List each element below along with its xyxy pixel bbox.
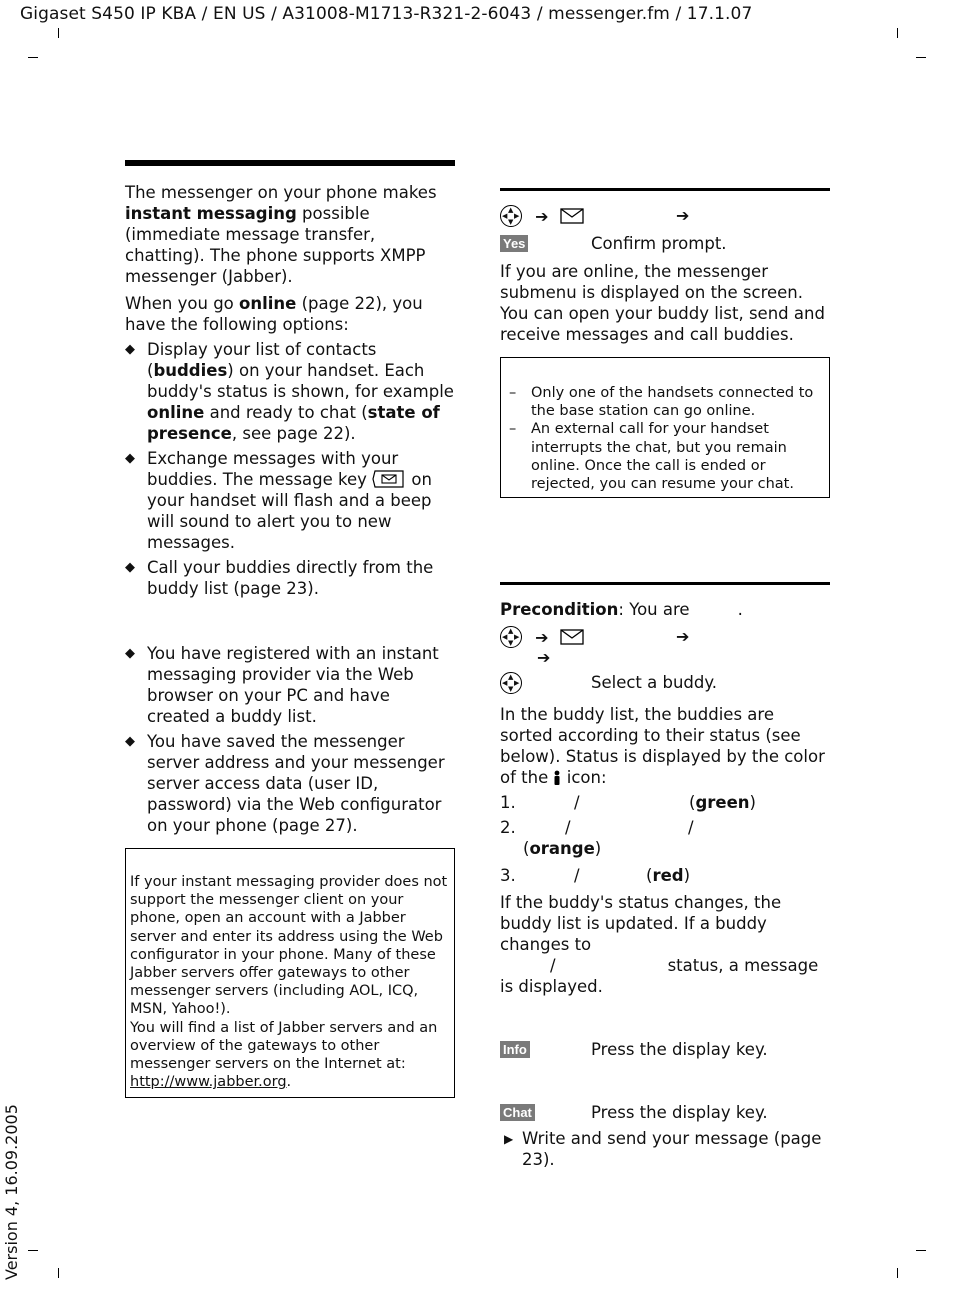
version-label: Version 4, 16.09.2005 bbox=[2, 1104, 21, 1280]
chat-softkey[interactable]: Chat bbox=[500, 1104, 535, 1121]
menu-path bbox=[500, 626, 830, 670]
press-key-text: Press the display key. bbox=[591, 1040, 768, 1060]
list-item: ◆ You have registered with an instant messaging provider via the Web browser on your PC and have created a buddy list. bbox=[125, 644, 439, 726]
list-item: – An external call for your handset interrupts the chat, but you remain online. Once the call is ended or rejected, you can resume your chat. bbox=[509, 421, 794, 493]
status-item: 2. / / (orange) bbox=[500, 818, 694, 859]
status-item: 3. / (red) bbox=[500, 866, 691, 886]
crop-mark bbox=[897, 1268, 898, 1278]
envelope-icon bbox=[560, 629, 584, 645]
status-item: 1. / (green) bbox=[500, 793, 756, 813]
online-notes-box bbox=[500, 357, 830, 498]
diamond-bullet-icon: ◆ bbox=[125, 342, 135, 357]
info-softkey[interactable]: Info bbox=[500, 1041, 530, 1058]
yes-row bbox=[500, 233, 830, 255]
arrow-right-icon: ➔ bbox=[537, 648, 551, 668]
list-item: – Only one of the handsets connected to the base station can go online. bbox=[509, 385, 814, 420]
list-item: ◆ Exchange messages with your buddies. The message key on your handset will flash and a beep will sound to alert you to new messages. bbox=[125, 449, 432, 552]
person-icon bbox=[553, 770, 561, 785]
list-item: ◆ You have saved the messenger server address and your messenger server access data (user ID, password) via the Web configurator on your phone (page 27). bbox=[125, 732, 445, 835]
nav-key-icon: ▲ ▼ ◀ ▶ bbox=[500, 626, 522, 648]
section-rule bbox=[125, 160, 455, 166]
menu-path bbox=[500, 205, 830, 229]
step-list bbox=[500, 1128, 830, 1170]
arrow-right-icon: ➔ bbox=[535, 627, 549, 647]
note-paragraph: You will find a list of Jabber servers and an overview of the gateways to other messenger servers on the Internet at: http://www.jabber.org. bbox=[130, 1019, 438, 1091]
yes-softkey[interactable]: Yes bbox=[500, 235, 528, 252]
arrow-right-icon: ➔ bbox=[676, 206, 690, 225]
crop-mark bbox=[916, 57, 926, 58]
crop-mark bbox=[897, 28, 898, 38]
confirm-prompt-text: Confirm prompt. bbox=[591, 234, 727, 253]
select-buddy-text: Select a buddy. bbox=[591, 673, 718, 693]
diamond-bullet-icon: ◆ bbox=[125, 734, 135, 749]
press-key-text: Press the display key. bbox=[591, 1103, 768, 1123]
online-submenu-paragraph: If you are online, the messenger submenu is displayed on the screen. You can open your buddy list, send and receive messages and call buddies. bbox=[500, 262, 825, 344]
running-head: Gigaset S450 IP KBA / EN US / A31008-M1713-R321-2-6043 / messenger.fm / 17.1.07 bbox=[20, 4, 753, 24]
list-item: ▶ Write and send your message (page 23). bbox=[504, 1129, 822, 1170]
left-column bbox=[125, 160, 455, 1098]
sorted-paragraph: In the buddy list, the buddies are sorted according to their status (see below). Status is displayed by the color of the icon: bbox=[500, 705, 825, 788]
nav-key-icon: ▲ ▼ ◀ ▶ bbox=[500, 205, 522, 227]
list-item: ◆ Call your buddies directly from the buddy list (page 23). bbox=[125, 558, 434, 598]
precondition-paragraph: Precondition: You are . bbox=[500, 600, 743, 620]
section-rule bbox=[500, 188, 830, 191]
intro-paragraph: The messenger on your phone makes instant messaging possible (immediate message transfer, chatting). The phone supports XMPP messenger (Jabber). bbox=[125, 183, 437, 286]
options-list bbox=[125, 339, 455, 599]
prerequisites-list bbox=[125, 643, 455, 836]
crop-mark bbox=[58, 1268, 59, 1278]
chat-row bbox=[500, 1102, 830, 1124]
jabber-note-box bbox=[125, 848, 455, 1098]
message-key-icon bbox=[372, 470, 406, 488]
diamond-bullet-icon: ◆ bbox=[125, 646, 135, 661]
crop-mark bbox=[916, 1250, 926, 1251]
note-paragraph: If your instant messaging provider does not support the messenger client on your phone, open an account with a Jabber server and enter its address using the Web configurator in your phone. Many of these Jabber servers offer gateways to other messenger servers (including AOL, ICQ, MSN, Yahoo!). bbox=[130, 874, 448, 1018]
nav-key-icon[interactable]: ▲ ▼ ◀ ▶ bbox=[500, 672, 522, 694]
list-item: ◆ Display your list of contacts (buddies) on your handset. Each buddy's status is shown, for example online and ready to chat (state of presence, see page 22). bbox=[125, 340, 454, 443]
section-rule bbox=[500, 582, 830, 585]
arrow-right-icon: ➔ bbox=[535, 206, 549, 226]
triangle-bullet-icon: ▶ bbox=[504, 1132, 514, 1147]
diamond-bullet-icon: ◆ bbox=[125, 451, 135, 466]
select-buddy-row bbox=[500, 672, 830, 698]
online-paragraph: When you go online (page 22), you have the following options: bbox=[125, 294, 423, 334]
status-change-paragraph: If the buddy's status changes, the buddy list is updated. If a buddy changes to / status, a message is displayed. bbox=[500, 893, 819, 997]
crop-mark bbox=[58, 28, 59, 38]
arrow-right-icon: ➔ bbox=[676, 627, 690, 647]
right-column bbox=[500, 188, 830, 1170]
envelope-icon bbox=[560, 208, 584, 224]
crop-mark bbox=[28, 1250, 38, 1251]
diamond-bullet-icon: ◆ bbox=[125, 560, 135, 575]
crop-mark bbox=[28, 57, 38, 58]
info-row bbox=[500, 1039, 830, 1061]
jabber-link[interactable]: http://www.jabber.org bbox=[130, 1074, 287, 1091]
notes-list bbox=[505, 384, 825, 493]
